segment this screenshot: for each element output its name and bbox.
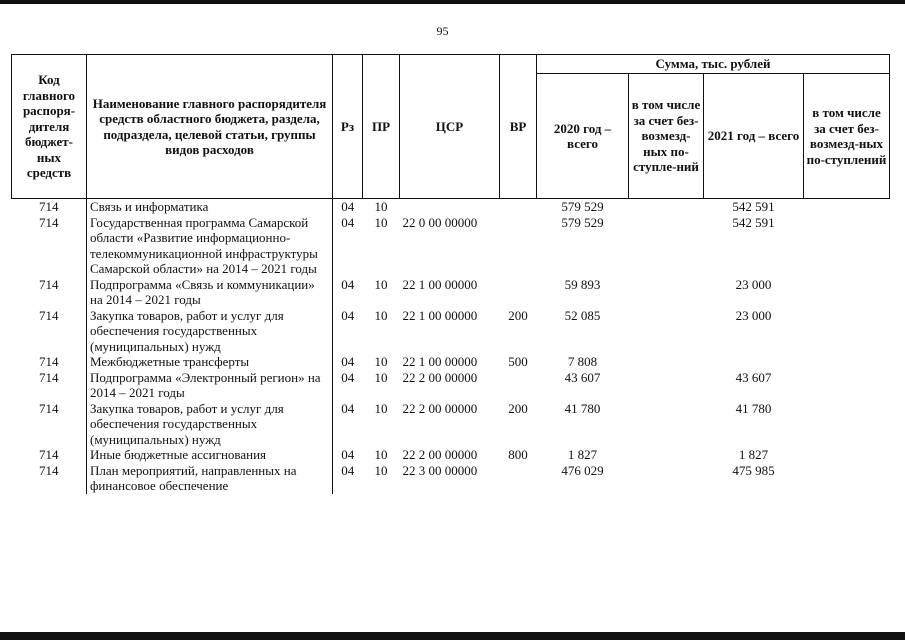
cell-csr: 22 2 00 00000: [402, 447, 478, 462]
cell-2020-free: [629, 447, 704, 463]
cell-code: 714: [39, 276, 59, 292]
table-row: [12, 447, 890, 463]
header-vr: ВР: [500, 55, 537, 199]
bottom-border: [0, 632, 905, 640]
cell-2020-free: [629, 354, 704, 370]
cell-pr: 10: [374, 354, 388, 369]
cell-code: 714: [39, 214, 59, 230]
cell-code: 714: [39, 447, 59, 462]
cell-csr: 22 2 00 00000: [402, 400, 478, 416]
cell-name: Связь и информатика: [87, 199, 333, 215]
header-csr: ЦСР: [400, 55, 500, 199]
cell-csr: 22 2 00 00000: [402, 369, 478, 385]
cell-code: 714: [39, 462, 59, 478]
header-2021-total: 2021 год – всего: [704, 74, 804, 199]
cell-csr: 22 1 00 00000: [402, 276, 478, 292]
cell-2021-total: 1 827: [738, 447, 769, 462]
header-2021-free: в том числе за счет без-возмезд-ных по-ступлений: [804, 74, 890, 199]
cell-csr: 22 1 00 00000: [402, 354, 478, 369]
cell-pr: 10: [374, 462, 388, 478]
cell-2021-free: [804, 308, 890, 355]
cell-name: Государственная программа Самарской области «Развитие информационно-телекоммуникационной инфраструктуры Самарской области» на 2014 – 2021 годы: [87, 215, 333, 277]
cell-rz: 04: [341, 400, 355, 416]
cell-rz: 04: [341, 354, 355, 369]
cell-2020-total: 579 529: [561, 199, 604, 214]
cell-vr: 800: [508, 447, 528, 462]
cell-2020-free: [629, 370, 704, 401]
cell-rz: 04: [341, 199, 355, 214]
cell-vr: 200: [508, 400, 528, 416]
table-row: [12, 308, 890, 355]
cell-2021-free: [804, 401, 890, 448]
cell-2021-free: [804, 354, 890, 370]
cell-2020-free: [629, 463, 704, 494]
cell-name: Межбюджетные трансферты: [87, 354, 333, 370]
cell-rz: 04: [341, 307, 355, 323]
cell-2021-free: [804, 463, 890, 494]
budget-table: [11, 54, 890, 494]
header-code: Код главного распоря-дителя бюджет-ных средств: [12, 55, 87, 199]
header-name: Наименование главного распорядителя средств областного бюджета, раздела, подраздела, целевой статьи, группы видов расходов: [87, 55, 333, 199]
cell-2020-total: 41 780: [564, 400, 601, 416]
cell-2021-total: 542 591: [732, 214, 775, 230]
cell-name: План мероприятий, направленных на финансовое обеспечение: [87, 463, 333, 494]
cell-2021-total: 43 607: [735, 369, 772, 385]
cell-vr: [500, 215, 537, 277]
cell-pr: 10: [374, 214, 388, 230]
cell-name: Подпрограмма «Электронный регион» на 2014 – 2021 годы: [87, 370, 333, 401]
cell-2021-free: [804, 277, 890, 308]
cell-2020-free: [629, 215, 704, 277]
cell-pr: 10: [374, 447, 388, 462]
header-pr: ПР: [363, 55, 400, 199]
cell-rz: 04: [341, 462, 355, 478]
cell-code: 714: [39, 369, 59, 385]
top-border: [0, 0, 905, 4]
cell-2021-total: 475 985: [732, 462, 775, 478]
cell-2021-total: 23 000: [735, 276, 772, 292]
cell-rz: 04: [341, 369, 355, 385]
cell-name: Иные бюджетные ассигнования: [87, 447, 333, 463]
cell-name: Закупка товаров, работ и услуг для обеспечения государственных (муниципальных) нужд: [87, 308, 333, 355]
cell-pr: 10: [374, 307, 388, 323]
cell-vr: 200: [508, 307, 528, 323]
cell-2020-total: 59 893: [564, 276, 601, 292]
cell-2021-free: [804, 370, 890, 401]
table-row: [12, 463, 890, 494]
cell-rz: 04: [341, 276, 355, 292]
cell-2020-free: [629, 277, 704, 308]
cell-pr: 10: [374, 369, 388, 385]
cell-2020-total: 1 827: [567, 447, 598, 462]
cell-2020-total: 43 607: [564, 369, 601, 385]
cell-name: Закупка товаров, работ и услуг для обеспечения государственных (муниципальных) нужд: [87, 401, 333, 448]
cell-2020-free: [629, 199, 704, 215]
table-body: [12, 199, 890, 494]
cell-2021-free: [804, 215, 890, 277]
cell-code: 714: [39, 400, 59, 416]
cell-pr: 10: [374, 400, 388, 416]
cell-2020-total: 52 085: [564, 307, 601, 323]
cell-code: 714: [39, 199, 59, 214]
table-row: [12, 277, 890, 308]
cell-vr: [500, 370, 537, 401]
cell-csr: [400, 199, 500, 215]
cell-2020-free: [629, 308, 704, 355]
page-number: 95: [436, 24, 449, 38]
cell-2021-total: 23 000: [735, 307, 772, 323]
header-sum-group: Сумма, тыс. рублей: [537, 55, 890, 74]
cell-2020-total: 7 808: [567, 354, 598, 369]
cell-code: 714: [39, 307, 59, 323]
table-row: [12, 370, 890, 401]
cell-vr: 500: [508, 354, 528, 369]
table-row: [12, 354, 890, 370]
cell-2020-total: 476 029: [561, 462, 604, 478]
cell-2021-total: 41 780: [735, 400, 772, 416]
cell-vr: [500, 463, 537, 494]
cell-name: Подпрограмма «Связь и коммуникации» на 2014 – 2021 годы: [87, 277, 333, 308]
cell-vr: [500, 277, 537, 308]
cell-csr: 22 3 00 00000: [402, 462, 478, 478]
header-2020-total: 2020 год – всего: [537, 74, 629, 199]
cell-2021-free: [804, 199, 890, 215]
table-row: [12, 215, 890, 277]
cell-2020-total: 579 529: [561, 214, 604, 230]
cell-2020-free: [629, 401, 704, 448]
cell-code: 714: [39, 354, 59, 369]
cell-rz: 04: [341, 214, 355, 230]
cell-pr: 10: [374, 199, 388, 214]
cell-csr: 22 0 00 00000: [402, 214, 478, 230]
cell-2021-total: [704, 354, 804, 370]
cell-rz: 04: [341, 447, 355, 462]
cell-pr: 10: [374, 276, 388, 292]
table-row: [12, 401, 890, 448]
cell-vr: [500, 199, 537, 215]
cell-2021-free: [804, 447, 890, 463]
cell-2021-total: 542 591: [732, 199, 775, 214]
table-row: [12, 199, 890, 215]
cell-csr: 22 1 00 00000: [402, 307, 478, 323]
header-rz: Рз: [333, 55, 363, 199]
header-2020-free: в том числе за счет без-возмезд-ных по-ступле-ний: [629, 74, 704, 199]
